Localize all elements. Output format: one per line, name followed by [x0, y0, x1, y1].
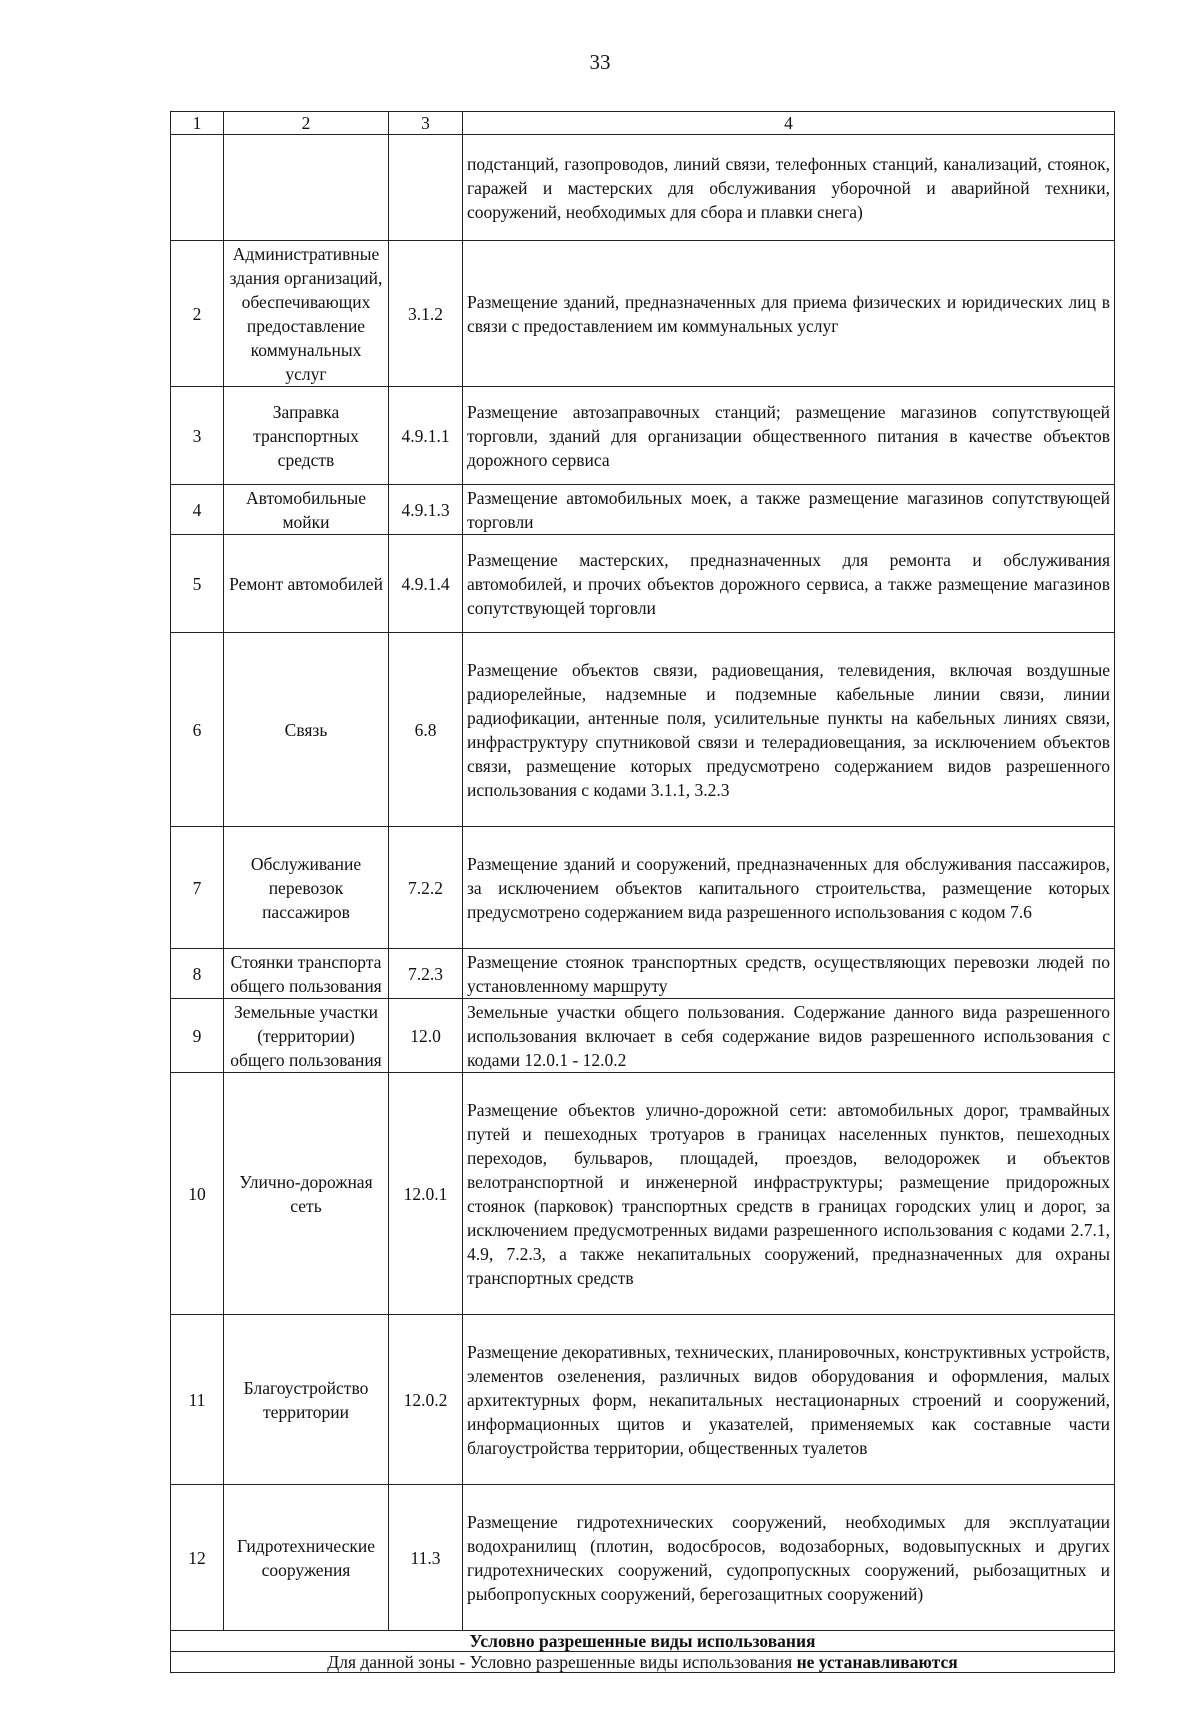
- use-type-code: 4.9.1.1: [389, 387, 463, 485]
- row-number: 11: [171, 1315, 224, 1485]
- header-cell: 2: [224, 112, 389, 135]
- use-type-description: Размещение объектов улично-дорожной сети: автомобильных дорог, трамвайных путей и пешеходных тротуаров в границах населенных пунктов, пешеходных переходов, бульваров, площадей, проездов, велодорожек и объектов велотранспортной и инженерной инфраструктуры; размещение придорожных стоянок (парковок) транспортных средств в границах городских улиц и дорог, за исключением предусмотренных видами разрешенного использования с кодами 2.7.1, 4.9, 7.2.3, а также некапитальных сооружений, предназначенных для охраны транспортных средств: [463, 1073, 1115, 1315]
- row-number: 7: [171, 827, 224, 949]
- use-type-description: Размещение мастерских, предназначенных для ремонта и обслуживания автомобилей, и прочих объектов дорожного сервиса, а также размещение магазинов сопутствующей торговли: [463, 535, 1115, 633]
- table-row: [171, 1315, 1115, 1485]
- use-type-name: Стоянки транспорта общего пользования: [224, 949, 389, 999]
- header-cell: 3: [389, 112, 463, 135]
- use-type-code: 4.9.1.4: [389, 535, 463, 633]
- use-type-name: Административные здания организаций, обеспечивающих предоставление коммунальных услуг: [224, 241, 389, 387]
- use-type-code: 6.8: [389, 633, 463, 827]
- table-row: [171, 827, 1115, 949]
- use-type-name: Ремонт автомобилей: [224, 535, 389, 633]
- row-number: 10: [171, 1073, 224, 1315]
- table-row: [171, 633, 1115, 827]
- use-type-description: подстанций, газопроводов, линий связи, телефонных станций, канализаций, стоянок, гаражей и мастерских для обслуживания уборочной и аварийной техники, сооружений, необходимых для сбора и плавки снега): [463, 135, 1115, 241]
- use-type-code: 11.3: [389, 1485, 463, 1631]
- use-type-name: Гидротехнические сооружения: [224, 1485, 389, 1631]
- table-row: [171, 387, 1115, 485]
- section-row: [171, 1631, 1115, 1652]
- table-row: [171, 535, 1115, 633]
- table-row: [171, 135, 1115, 241]
- table-row: [171, 999, 1115, 1073]
- table-row: [171, 1073, 1115, 1315]
- use-type-description: Земельные участки общего пользования. Содержание данного вида разрешенного использования включает в себя содержание видов разрешенного использования с кодами 12.0.1 - 12.0.2: [463, 999, 1115, 1073]
- table-row: [171, 241, 1115, 387]
- use-type-code: 4.9.1.3: [389, 485, 463, 535]
- row-number: 3: [171, 387, 224, 485]
- use-type-name: Обслуживание перевозок пассажиров: [224, 827, 389, 949]
- use-type-code: 12.0.1: [389, 1073, 463, 1315]
- row-number: 9: [171, 999, 224, 1073]
- use-type-name: Связь: [224, 633, 389, 827]
- use-type-name: Земельные участки (территории) общего пользования: [224, 999, 389, 1073]
- use-type-description: Размещение гидротехнических сооружений, необходимых для эксплуатации водохранилищ (плотин, водосбросов, водозаборных, водовыпускных и других гидротехнических сооружений, судопропускных сооружений, рыбозащитных и рыбопропускных сооружений, берегозащитных сооружений): [463, 1485, 1115, 1631]
- header-cell: 4: [463, 112, 1115, 135]
- use-type-name: Заправка транспортных средств: [224, 387, 389, 485]
- use-type-description: Размещение стоянок транспортных средств, осуществляющих перевозки людей по установленному маршруту: [463, 949, 1115, 999]
- section-title: Условно разрешенные виды использования: [171, 1631, 1115, 1652]
- row-number: 8: [171, 949, 224, 999]
- use-type-code: 7.2.2: [389, 827, 463, 949]
- use-type-description: Размещение зданий и сооружений, предназначенных для обслуживания пассажиров, за исключением объектов капитального строительства, размещение которых предусмотрено содержанием вида разрешенного использования с кодом 7.6: [463, 827, 1115, 949]
- table-row: [171, 1485, 1115, 1631]
- use-type-description: Размещение декоративных, технических, планировочных, конструктивных устройств, элементов озеленения, различных видов оборудования и оформления, малых архитектурных форм, некапитальных нестационарных строений и сооружений, информационных щитов и указателей, применяемых как составные части благоустройства территории, общественных туалетов: [463, 1315, 1115, 1485]
- row-number: 5: [171, 535, 224, 633]
- use-type-code: 12.0: [389, 999, 463, 1073]
- row-number: 2: [171, 241, 224, 387]
- footer-text: Для данной зоны - Условно разрешенные виды использования: [327, 1652, 793, 1672]
- row-number: 12: [171, 1485, 224, 1631]
- use-type-code: 7.2.3: [389, 949, 463, 999]
- table-row: [171, 949, 1115, 999]
- page-number: 33: [589, 50, 611, 74]
- footer-bold-text: не устанавливаются: [796, 1652, 958, 1672]
- use-type-name: [224, 135, 389, 241]
- use-type-description: Размещение автозаправочных станций; размещение магазинов сопутствующей торговли, зданий для организации общественного питания в качестве объектов дорожного сервиса: [463, 387, 1115, 485]
- footer-note: [171, 1652, 1115, 1673]
- use-type-description: Размещение автомобильных моек, а также размещение магазинов сопутствующей торговли: [463, 485, 1115, 535]
- row-number: 6: [171, 633, 224, 827]
- use-type-description: Размещение зданий, предназначенных для приема физических и юридических лиц в связи с предоставлением им коммунальных услуг: [463, 241, 1115, 387]
- row-number: [171, 135, 224, 241]
- use-type-description: Размещение объектов связи, радиовещания, телевидения, включая воздушные радиорелейные, надземные и подземные кабельные линии связи, линии радиофикации, антенные поля, усилительные пункты на кабельных линиях связи, инфраструктуру спутниковой связи и телерадиовещания, за исключением объектов связи, размещение которых предусмотрено содержанием видов разрешенного использования с кодами 3.1.1, 3.2.3: [463, 633, 1115, 827]
- use-type-code: [389, 135, 463, 241]
- row-number: 4: [171, 485, 224, 535]
- table-header-row: [171, 112, 1115, 135]
- land-use-table: [170, 111, 1115, 1673]
- use-type-name: Улично-дорожная сеть: [224, 1073, 389, 1315]
- use-type-name: Благоустройство территории: [224, 1315, 389, 1485]
- use-type-code: 3.1.2: [389, 241, 463, 387]
- footer-row: [171, 1652, 1115, 1673]
- use-type-name: Автомобильные мойки: [224, 485, 389, 535]
- header-cell: 1: [171, 112, 224, 135]
- table-row: [171, 485, 1115, 535]
- use-type-code: 12.0.2: [389, 1315, 463, 1485]
